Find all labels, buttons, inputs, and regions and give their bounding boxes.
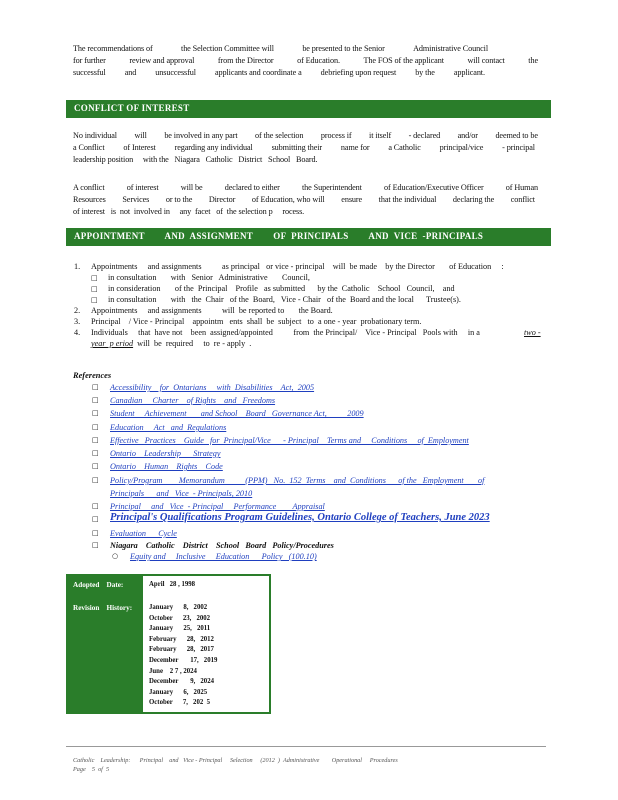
revision-date: October 23, 2002 bbox=[149, 614, 211, 622]
footer-title: Catholic Leadership: Principal and Vice - Principal Selection (2012 ) Administrative Operational Procedures bbox=[73, 757, 398, 764]
reference-link[interactable]: Education Act and Regulations bbox=[110, 423, 227, 432]
checkbox-bullet-icon: □ bbox=[92, 436, 99, 444]
revision-date: December 17, 2019 bbox=[149, 657, 218, 664]
text-run: review and approval bbox=[129, 56, 195, 65]
reference-link[interactable]: Principal and Vice - Principal Performance Appraisal bbox=[110, 502, 325, 511]
revision-date: January 6, 2025 bbox=[149, 688, 208, 696]
text-run: Administrative Council bbox=[413, 44, 488, 53]
appointment-heading: APPOINTMENT AND ASSIGNMENT OF PRINCIPALS AND VICE -PRINCIPALS bbox=[74, 231, 484, 241]
checkbox-bullet-icon: □ bbox=[92, 396, 99, 404]
list-item: □ in consultation with Senior Administrative Council, bbox=[91, 273, 310, 282]
conflict-p2-line-3: of interest is not involved in any facet of the selection p rocess. bbox=[73, 207, 305, 216]
text-run: that the individual bbox=[378, 195, 437, 204]
text-run: for further bbox=[73, 56, 106, 65]
text-run: deemed to be bbox=[495, 131, 538, 140]
reference-link[interactable]: Policy/Program Memorandum (PPM) No. 152 Terms and Conditions of the Employment of bbox=[110, 476, 485, 485]
footer bbox=[73, 756, 398, 774]
text-run: The recommendations of bbox=[73, 44, 153, 53]
reference-link[interactable]: Accessibility for Ontarians with Disabilities Act, 2005 bbox=[110, 383, 315, 392]
text-run: will bbox=[134, 131, 147, 140]
checkbox-bullet-icon: □ bbox=[92, 423, 99, 431]
reference-link[interactable]: Principal's Qualifications Program Guidelines, Ontario College of Teachers, June 2023 bbox=[110, 512, 490, 523]
text-run: applicant. bbox=[453, 68, 485, 77]
revision-history-label: Revision History: bbox=[73, 604, 133, 612]
conflict-p1-line-1 bbox=[73, 130, 538, 141]
text-run: ensure bbox=[341, 195, 363, 204]
page-number: Page 5 of 5 bbox=[73, 766, 110, 773]
text-run: from the Director bbox=[217, 56, 274, 65]
text-run: a Conflict bbox=[73, 143, 105, 152]
text-run: - declared bbox=[408, 131, 441, 140]
text-run: of Education, who will bbox=[251, 195, 325, 204]
reference-link[interactable]: Canadian Charter of Rights and Freedoms bbox=[110, 396, 276, 405]
text-run: the Selection Committee will bbox=[181, 44, 274, 53]
text-run: declaring the bbox=[452, 195, 495, 204]
list-item: 3. Principal / Vice - Principal appointm ents shall be subject to a one - year probationary term. bbox=[74, 317, 422, 326]
conflict-heading: CONFLICT OF INTEREST bbox=[74, 103, 190, 113]
checkbox-bullet-icon: □ bbox=[91, 274, 98, 282]
text-run: name for bbox=[340, 143, 370, 152]
checkbox-bullet-icon: □ bbox=[91, 285, 98, 293]
reference-link[interactable]: Effective Practices Guide for Principal/Vice - Principal Terms and Conditions of Employment bbox=[110, 436, 469, 445]
footer-divider bbox=[66, 746, 546, 747]
reference-label: Niagara Catholic District School Board Policy/Procedures bbox=[110, 541, 334, 550]
adopted-date-label: Adopted Date: bbox=[73, 581, 124, 589]
circle-bullet-icon: ○ bbox=[112, 552, 119, 560]
revision-date: January 8, 2002 bbox=[149, 604, 208, 611]
text-run: A conflict bbox=[73, 183, 105, 192]
text-run: regarding any individual bbox=[174, 143, 253, 152]
text-run: of Education. bbox=[297, 56, 340, 65]
references-title: References bbox=[73, 371, 112, 380]
text-run: principal/vice bbox=[439, 143, 484, 152]
revision-date: June 2 7 , 2024 bbox=[149, 667, 197, 675]
intro-line-1 bbox=[73, 43, 488, 54]
revision-date: December 9, 2024 bbox=[149, 678, 214, 686]
checkbox-bullet-icon: □ bbox=[92, 502, 99, 510]
text-run: be presented to the Senior bbox=[302, 44, 385, 53]
revision-date: February 28, 2017 bbox=[149, 646, 214, 654]
reference-link[interactable]: Ontario Human Rights Code bbox=[110, 462, 223, 471]
text-run: submitting their bbox=[271, 143, 323, 152]
text-run: the bbox=[528, 56, 538, 65]
checkbox-bullet-icon: □ bbox=[92, 476, 99, 484]
revision-date: January 25, 2011 bbox=[149, 625, 211, 633]
text-run: No individual bbox=[73, 131, 117, 140]
text-run: and bbox=[124, 68, 137, 77]
text-run: The FOS of the applicant bbox=[363, 56, 444, 65]
text-run: applicants and coordinate a bbox=[214, 68, 302, 77]
list-item: 2. Appointments and assignments will be reported to the Board. bbox=[74, 306, 333, 315]
intro-line-3 bbox=[73, 67, 485, 78]
text-run: will be bbox=[180, 183, 203, 192]
conflict-p1-line-2 bbox=[73, 142, 535, 153]
revision-date: October 7, 202 5 bbox=[149, 699, 211, 707]
reference-link[interactable]: Student Achievement and School Board Governance Act, 2009 bbox=[110, 409, 364, 418]
text-run: of interest bbox=[126, 183, 159, 192]
conflict-p2-line-1 bbox=[73, 182, 538, 193]
text-run: will contact bbox=[467, 56, 505, 65]
text-run: declared to either bbox=[224, 183, 280, 192]
conflict-p2-line-2 bbox=[73, 194, 535, 205]
text-run: conflict bbox=[510, 195, 535, 204]
intro-line-2 bbox=[73, 55, 538, 66]
appointment-heading-bar bbox=[66, 228, 551, 246]
text-run: or to the bbox=[165, 195, 193, 204]
checkbox-bullet-icon: □ bbox=[92, 449, 99, 457]
appointment-list bbox=[74, 262, 544, 350]
text-run: of Human bbox=[505, 183, 538, 192]
text-run: of the selection bbox=[255, 131, 304, 140]
text-run: unsuccessful bbox=[155, 68, 196, 77]
text-run: Director bbox=[208, 195, 236, 204]
text-run: be involved in any part bbox=[164, 131, 238, 140]
reference-link[interactable]: Ontario Leadership Strategy bbox=[110, 449, 221, 458]
text-run: by the bbox=[415, 68, 435, 77]
text-run: Resources bbox=[73, 195, 106, 204]
adoption-history-box bbox=[66, 574, 271, 714]
checkbox-bullet-icon: □ bbox=[91, 296, 98, 304]
text-run: and/or bbox=[457, 131, 478, 140]
list-item: 4. Individuals that have not been assigned/appointed from the Principal/ Vice - Principal Pools with in a two - bbox=[74, 328, 541, 337]
list-item: □ in consultation with the Chair of the Board, Vice - Chair of the Board and the local Trustee(s). bbox=[91, 295, 461, 304]
reference-link[interactable]: Equity and Inclusive Education Policy (100.10) bbox=[130, 552, 317, 561]
list-item: □ in consideration of the Principal Profile as submitted by the Catholic School Council, and bbox=[91, 284, 455, 293]
text-run: successful bbox=[73, 68, 106, 77]
checkbox-bullet-icon: □ bbox=[92, 409, 99, 417]
checkbox-bullet-icon: □ bbox=[92, 462, 99, 470]
conflict-heading-bar bbox=[66, 100, 551, 118]
text-run: it itself bbox=[369, 131, 392, 140]
text-run: the Superintendent bbox=[301, 183, 362, 192]
checkbox-bullet-icon: □ bbox=[92, 529, 99, 537]
list-item: year p eriod will be required to re - apply . bbox=[91, 339, 252, 348]
revision-date: February 28, 2012 bbox=[149, 635, 214, 643]
adopted-date-value: April 28 , 1998 bbox=[149, 581, 196, 588]
text-run: - principal bbox=[502, 143, 535, 152]
conflict-p1-line-3: leadership position with the Niagara Catholic District School Board. bbox=[73, 155, 318, 164]
text-run: Services bbox=[122, 195, 150, 204]
checkbox-bullet-icon: □ bbox=[92, 515, 99, 523]
reference-link[interactable]: Principals and Vice - Principals, 2010 bbox=[110, 489, 253, 498]
adoption-label-column bbox=[68, 576, 143, 712]
checkbox-bullet-icon: □ bbox=[92, 541, 99, 549]
text-run: of Interest bbox=[123, 143, 156, 152]
checkbox-bullet-icon: □ bbox=[92, 383, 99, 391]
text-run: process if bbox=[320, 131, 352, 140]
list-item: 1. Appointments and assignments as principal or vice - principal will be made by the Director of Education : bbox=[74, 262, 504, 271]
text-run: a Catholic bbox=[388, 143, 421, 152]
text-run: of Education/Executive Officer bbox=[384, 183, 484, 192]
reference-link[interactable]: Evaluation Cycle bbox=[110, 529, 177, 538]
text-run: debriefing upon request bbox=[320, 68, 397, 77]
